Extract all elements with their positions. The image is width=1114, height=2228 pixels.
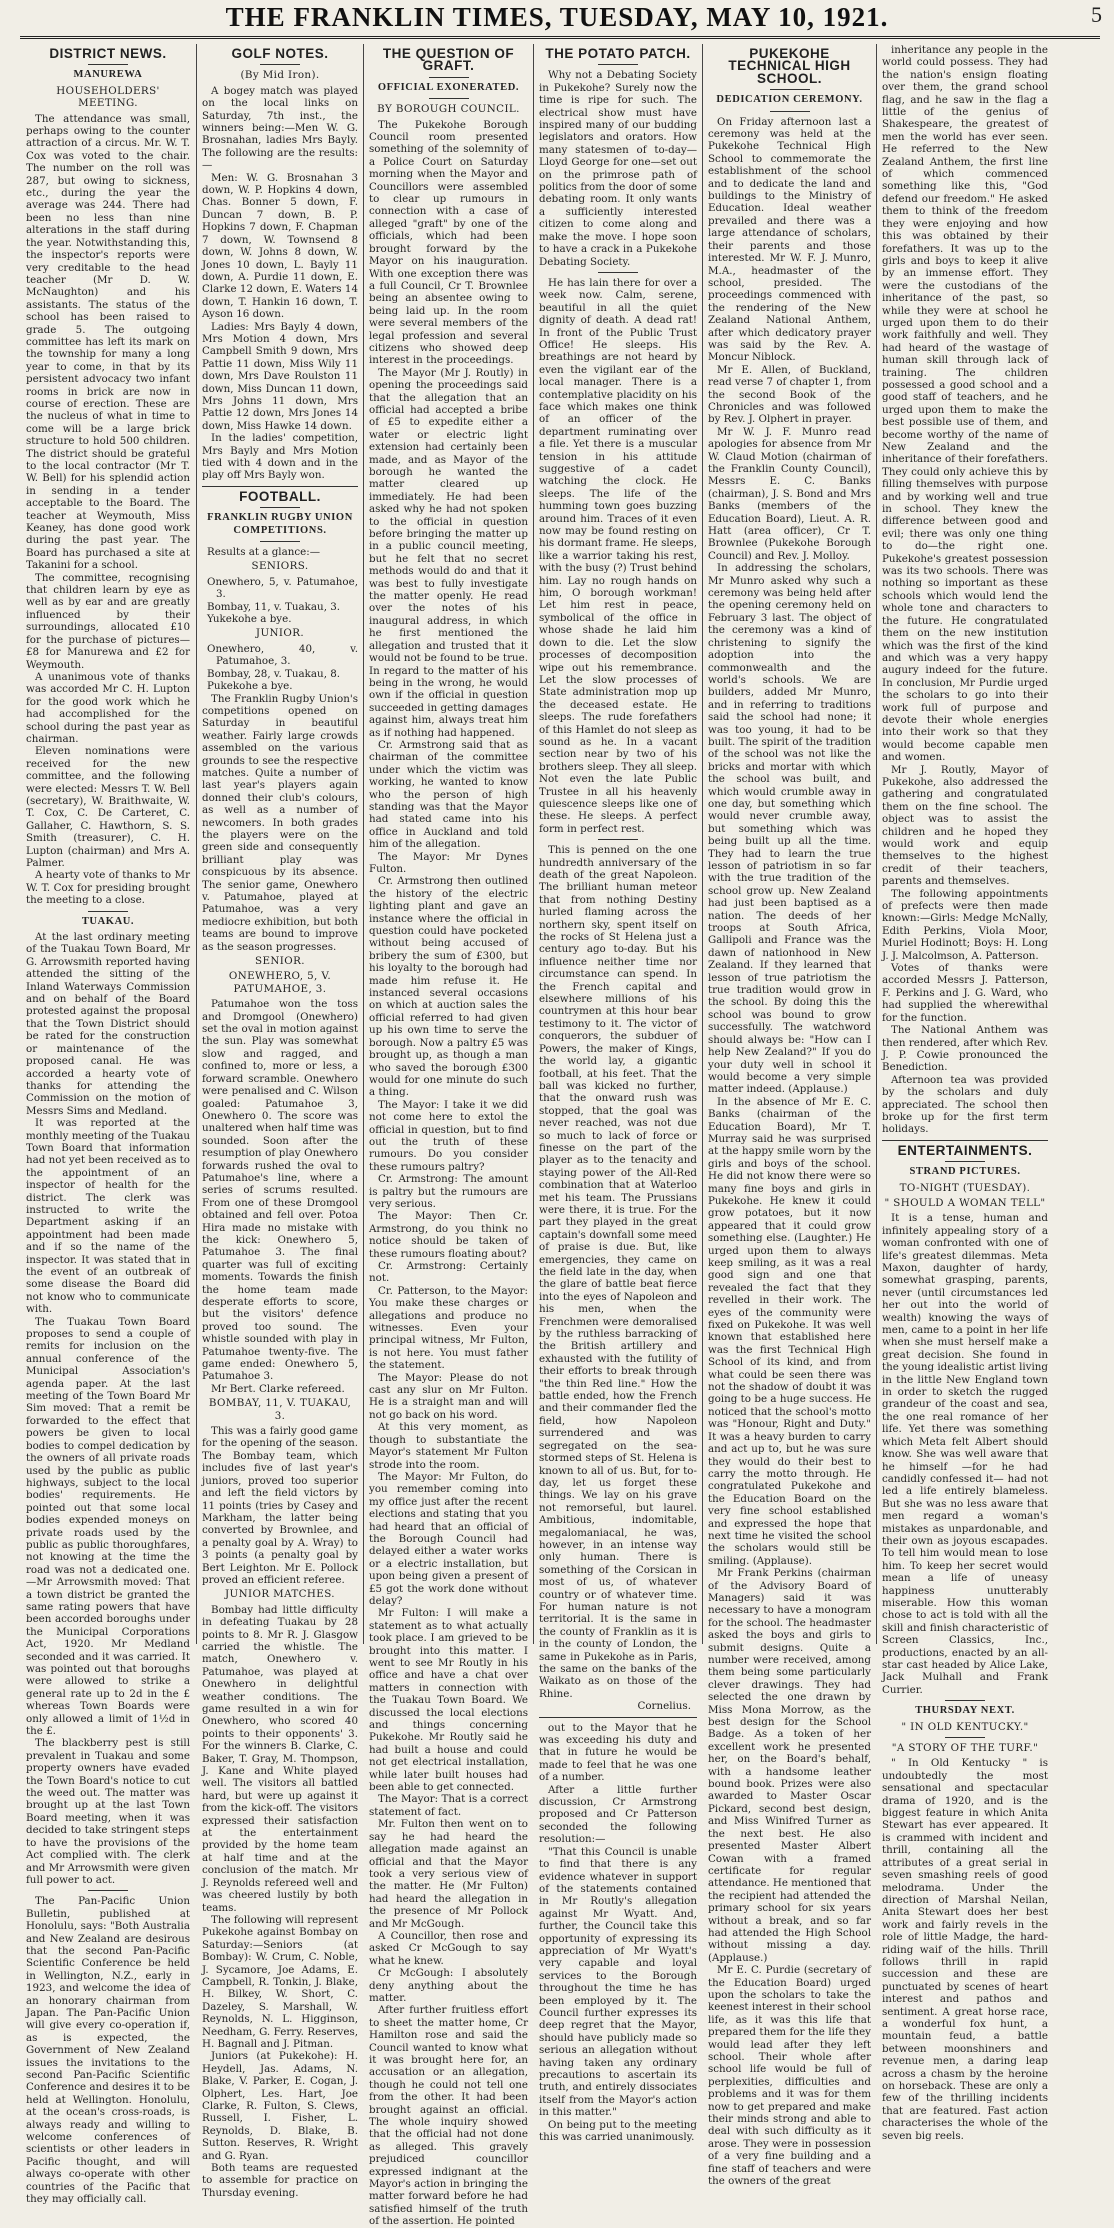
paragraph: Cr. Armstrong then outlined the history of the electric lighting plant and gave an instance where the official in question could have pocketed without being accused of bribery the sum of £300, but his loyalty to the borough had made him refuse it. He instanced several occasions on which at auction sales the official referred to had given up his own time to serve the borough. Now a paltry £5 was brought up, as though a man who saved the borough £300 would for one minute do such a thing. xyxy=(369,875,528,1099)
paragraph: Bombay had little difficulty in defeating Tuakau by 28 points to 8. Mr R. J. Glasgow carried the whistle. The match, Onewhero v. Patumahoe, was played at Onewhero in delightful weather conditions. The game resulted in a win for Onewhero, who scored 40 points to their opponents' 3. For the winners B. Clarke, C. Baker, T. Gray, M. Thompson, J. Kane and White played well. The visitors all battled hard, but were up against it from the kick-off. The visitors expressed their satisfaction at the entertainment provided by the home team at half time and at the conclusion of the match. Mr J. Reynolds refereed well and was cheered lustily by both teams. xyxy=(202,1603,358,1914)
section-heading: THE QUESTION OF GRAFT. xyxy=(382,46,515,74)
paragraph: The following will represent Pukekohe against Bombay on Saturday:—Seniors (at Bombay): W. Crum, C. Noble, J. Sycamore, Joe Adams, E. Campbell, R. Tonkin, J. Blake, H. Bilkey, W. Short, C. Dazeley, S. Marshall, W. Reynolds, N. L. Higginson, Needham, G. Ferry. Reserves, H. Bagnall and J. Pitman. xyxy=(202,1913,359,2050)
paragraph: He has lain there for over a week now. Calm, serene, beautiful in all the quiet dignity of death. A dead rat! In front of the Public Trust Office! He sleeps. His breathings are not heard by even the vigilant ear of the local manager. There is a contemplative placidity on his face which makes one think of an officer of the department ruminating over a file. Yet there is a muscular tension in his attitude suggestive of a cadet watching the clock. He sleeps. The life of the humming town goes buzzing around him. Traces of it even now may be found resting on his dormant frame. He sleeps, like a warrior taking his rest, with the busy (?) Trust behind him. Lay no rough hands on him, O borough workman! Let him rest in peace, symbolical of the office in whose shade he laid him down to die. Let the slow processes of decomposition wipe out his remembrance. Let the slow processes of State administration mop up the deceased estate. He sleeps. The rude forefathers of this Hamlet do not sleep as sound as he. In a vacant section near by two of his brothers sleep. They all sleep. Not even the late Public Trustee in all his heavenly quiescence sleeps like one of these. He sleeps. A perfect form in perfect rest. xyxy=(539,276,697,835)
grade-heading: SENIOR. xyxy=(255,955,305,968)
film-title: " SHOULD A WOMAN TELL" xyxy=(884,1196,1046,1209)
match-heading: ONEWHERO, 5, V. PATUMAHOE, 3. xyxy=(228,970,332,995)
paragraph: In the ladies' competition, Mrs Bayly and Mrs Motion tied with 4 down and in the play off Mrs Bayly won. xyxy=(202,432,358,482)
paragraph: It was reported at the monthly meeting of the Tuakau Town Board that information had not yet been received as to the appointment of an inspector of health for the district. The clerk was instructed to write the Department asking if an appointment had been made and if so the name of the inspector. It was stated that in the event of an outbreak of some disease the Board did not know who to communicate with. xyxy=(26,1117,190,1316)
column-rule xyxy=(196,44,197,1644)
signature: Cornelius. xyxy=(637,1700,691,1713)
paragraph: "That this Council is unable to find that there is any evidence whatever in support of the statements contained in Mr Routly's allegation against Mr Wyatt. And, further, the Council take this opportunity of expressing its appreciation of Mr Wyatt's very capable and loyal services to the Borough throughout the time he has been employed by it. The Council further expresses its deep regret that the Mayor, should have publicly made so serious an allegation without having taken any ordinary precautions to ascertain its truth, and entirely dissociates itself from the Mayor's action in this matter." xyxy=(539,1845,697,2119)
paragraph: Mr. Fulton then went on to say he had heard the allegation made against an official and that the Mayor took a very serious view of the matter. He (Mr Fulton) had heard the allegation in the presence of Mr Pollock and Mr McGough. xyxy=(369,1818,528,1930)
column-rule xyxy=(533,44,534,1644)
paragraph: On Friday afternoon last a ceremony was held at the Pukekohe Technical High School to commemorate the establishment of the school and to dedicate the land and buildings to the Ministry of Education. Ideal weather prevailed and there was a large attendance of scholars, their parents and those interested. Mr W. F. J. Munro, M.A., headmaster of the school, presided. The proceedings commenced with the rendering of the New Zealand National Anthem, after which dedicatory prayer was said by the Rev. A. Moncur Niblock. xyxy=(708,115,871,364)
paragraph: The Mayor: That is a correct statement of fact. xyxy=(369,1793,528,1818)
grade-heading: JUNIOR. xyxy=(255,627,305,640)
paragraph: Juniors (at Pukekohe): H. Heydell, Jas. Adams, N. Blake, V. Parker, E. Cogan, J. Olphert, Les. Hart, Joe Clarke, R. Fulton, S. Clews, Russell, I. Fisher, L. Reynolds, D. Blake, B. Sutton. Reserves, R. Wright and G. Ryan. xyxy=(202,2050,358,2162)
paragraph: In addressing the scholars, Mr Munro asked why such a ceremony was being held after the opening ceremony held on February 3 last. The object of the ceremony was a kind of christening to signify the adoption into the commonwealth and the world's schools. We are builders, added Mr Munro, and in referring to traditions said the school had none; it was too young, it had to be built. The spirit of the tradition of the school was not like the bricks and mortar with which the school was built, and which would crumble away in one day, but something which would never crumble away, but something which was being built up all the time. They had to learn the true lesson of patriotism in so far with the true tradition of the school grow up. New Zealand had just been baptised as a nation. The deeds of her troops at South Africa, Gallipoli and France was the dawn of nationhood in New Zealand. If they learned that lesson of true patriotism the true tradition would grow in the school. By doing this the school was bound to grow successfully. The watchword should always be: "How can I help New Zealand?" If you do your duty well in school it would become a very simple matter indeed. (Applause.) xyxy=(708,562,871,1096)
column-question-of-graft xyxy=(369,44,528,2228)
paragraph: The blackberry pest is still prevalent in Tuakau and some property owners have evaded the Town Board's notice to cut the weed out. The matter was brought up at the last Town Board meeting, when it was decided to take stringent steps to have the provisions of the Act complied with. The clerk and Mr Arrowsmith were given full power to act. xyxy=(26,1737,190,1886)
paragraph: The Tuakau Town Board proposes to send a couple of remits for inclusion on the annual conference of the Municipal Association's agenda paper. At the last meeting of the Town Board Mr Sim moved: That a remit be forwarded to the effect that powers be given to local bodies to compel dedication by the owners of all private roads used by the public as public highways, subject to the local bodies' requirements. He pointed out that some local bodies expended moneys on private roads used by the public as public thoroughfares, not knowing at the time the road was not a dedicated one.—Mr Arrowsmith moved: That a town district be granted the same rating powers that have been accorded boroughs under the Municipal Corporations Act, 1920. Mr Medland seconded and it was carried. It was pointed out that boroughs were allowed to strike a general rate up to 2d in the £ whereas Town Boards were only allowed a limit of 1½d in the £. xyxy=(26,1315,190,1738)
paragraph: This was a fairly good game for the opening of the season. The Bombay team, which includes five of last year's juniors, proved too superior and left the field victors by 11 points (tries by Casey and Markham, the latter being converted by Brownlee, and a penalty goal by A. Wray) to 3 points (a penalty goal by Bert Leighton. Mr E. Pollock proved an efficient referee. xyxy=(202,1425,358,1586)
newspaper-title: THE FRANKLIN TIMES, TUESDAY, MAY 10, 1921. xyxy=(225,2,889,32)
paragraph: The committee, recognising that children learn by eye as well as by ear and are greatly influenced by their surroundings, allocated £10 for the purchase of pictures—£8 for Manurewa and £2 for Weymouth. xyxy=(26,571,190,671)
paragraph: Afternoon tea was provided by the scholars and duly appreciated. The school then broke up for the first term holidays. xyxy=(882,1073,1048,1136)
paragraph: On being put to the meeting this was carried unanimously. xyxy=(539,2118,697,2144)
sub-heading: DEDICATION CEREMONY. xyxy=(716,94,863,106)
sub-heading: HOUSEHOLDERS' MEETING. xyxy=(56,84,160,110)
paragraph: Men: W. G. Brosnahan 3 down, W. P. Hopkins 4 down, Chas. Bonner 5 down, F. Duncan 7 down, B. P. Hopkins 7 down, F. Chapman 7 down, W. Townsend 8 down, W. Johns 8 down, W. Jones 10 down, L. Bayly 11 down, A. Purdie 11 down, E. Clarke 12 down, E. Waters 14 down, T. Hankin 16 down, T. Ayson 16 down. xyxy=(202,171,358,321)
paragraph: Patumahoe won the toss and Dromgool (Onewhero) set the oval in motion against the sun. Play was somewhat slow and ragged, and confined to, more or less, a forward scramble. Onewhero were penalised and C. Wilson goaled: Patumahoe 3, Onewhero 0. The score was unaltered when half time was sounded. Soon after the resumption of play Onewhero forwards rushed the oval to Patumahoe's line, where a series of scrums resulted. From one of these Dromgool obtained and fell over. Potoa Hira made no mistake with the kick: Onewhero 5, Patumahoe 3. The final quarter was full of exciting moments. Towards the finish the home team made desperate efforts to score, but the visitors' defence proved too sound. The whistle sounded with play in Patumahoe twenty-five. The game ended: Onewhero 5, Patumahoe 3. xyxy=(202,998,358,1383)
paragraph: The Mayor: Then Cr. Armstrong, do you think no notice should be taken of these rumours floating about? xyxy=(369,1210,528,1260)
place-heading: TUAKAU. xyxy=(81,915,135,927)
paragraph: A hearty vote of thanks to Mr W. T. Cox for presiding brought the meeting to a close. xyxy=(26,869,190,907)
paragraph: The National Anthem was then rendered, after which Rev. J. P. Cowie pronounced the Benediction. xyxy=(882,1024,1048,1074)
paragraph: Both teams are requested to assemble for practice on Thursday evening. xyxy=(202,2162,358,2199)
divider xyxy=(598,64,638,65)
paragraph: Mr Frank Perkins (chairman of the Advisory Board of Managers) said it was necessary to have a monogram for the school. The headmaster asked the boys and girls to submit designs. Quite a number were received, among them being some particularly clever drawings. They had selected the one drawn by Miss Mona Morrow, as the best design for the School Badge. As a token of her excellent work he presented her, on the Board's behalf, with a handsome leather bound book. Prizes were also awarded to Master Oscar Pickard, second best design, and Miss Winifred Turner as the next best. He also presented Master Albert Cowan with a framed certificate for regular attendance. He mentioned that the recipient had attended the primary school for six years without a break, and so far had attended the High School without missing a day. (Applause.) xyxy=(708,1567,872,1964)
sub-heading: THURSDAY NEXT. xyxy=(915,1705,1015,1717)
column-golf-football xyxy=(202,44,359,2199)
divider xyxy=(945,1737,985,1738)
sub-heading: TO-NIGHT (TUESDAY). xyxy=(899,1181,1031,1194)
divider xyxy=(88,64,128,65)
divider xyxy=(770,111,810,112)
film-title: " IN OLD KENTUCKY." xyxy=(901,1720,1029,1733)
divider xyxy=(539,1717,697,1718)
divider xyxy=(260,541,300,542)
paragraph: Mr Fulton: I will make a statement as to what actually took place. I am grieved to be brought into this matter. I went to see Mr Routly in his office and have a chat over matters in connection with the Tuakau Town Board. We discussed the local elections and things concerning Pukekohe. Mr Routly said he had built a house and could not get electrical installation, while later built houses had been able to get connected. xyxy=(369,1607,528,1794)
film-subtitle: "A STORY OF THE TURF." xyxy=(891,1742,1039,1755)
masthead xyxy=(0,0,1114,36)
paragraph: The Mayor: Mr Dynes Fulton. xyxy=(369,850,528,875)
paragraph: After further fruitless effort to sheet the matter home, Cr Hamilton rose and said the Council wanted to know what it was brought here for, an accusation or an allegation, though he could not tell one from the other. It had been brought against an official. The whole inquiry showed that the official had not done as alleged. This gravely prejudiced councillor expressed indignant at the Mayor's action in bringing the matter forward before he had satisfied himself of the truth of the assertion. He pointed xyxy=(369,2004,528,2228)
paragraph: In the absence of Mr E. C. Banks (chairman of the Education Board), Mr T. Murray said he was surprised at the happy smile worn by the girls and boys of the school. He did not know there were so many fine boys and girls in Pukekohe. He knew it could grow potatoes, but it now appeared that it could grow something else. (Laughter.) He urged upon them to always keep smiling, as it was a real good sign and one that revealed the fact that they revelled in their work. The eyes of the community were fixed on Pukekohe. It was well known that established here was the first Technical High School of its kind, and from what could be seen there was not the shadow of doubt it was going to be a huge success. He noticed that the school's motto was "Honour, Right and Duty." It was a heavy burden to carry and act up to, but he was sure they would do their best to carry the motto through. He congratulated Pukekohe and the Education Board on the very fine school established and expressed the hope that next time he visited the school the scholars would still be smiling. (Applause). xyxy=(708,1095,871,1567)
paragraph: A Councillor, then rose and asked Cr McGough to say what he knew. xyxy=(369,1929,528,1967)
paragraph: At this very moment, as though to substantiate the Mayor's statement Mr Fulton strode into the room. xyxy=(369,1421,528,1471)
paragraph: It is a tense, human and infinitely appealing story of a woman confronted with one of life's greatest dilemmas. Meta Maxon, daughter of hardy, somewhat grasping, parents, never (until circumstances led her out into the world of wealth) knowing the ways of men, came to a point in her life when she must herself make a great decision. She found in the young idealistic artist living in the little New England town in order to sketch the rugged grandeur of the coast and sea, the one real romance of her life. Yet there was something which Meta felt Albert should know. She was well aware that he himself —for he had candidly confessed it— had not led a life entirely blameless. But she was no less aware that men regard a woman's mistakes as unpardonable, and their own as joyous escapades. To tell him would mean to lose him. To keep her secret would mean a life of uneasy happiness unutterably miserable. How this woman chose to act is told with all the skill and finish characteristic of Screen Classics, Inc., productions, enacted by an all-star cast headed by Alice Lake, Jack Mulhall and Frank Currier. xyxy=(882,1212,1048,1696)
column-entertainments xyxy=(882,44,1048,2142)
section-heading: GOLF NOTES. xyxy=(231,46,329,61)
divider xyxy=(598,839,638,840)
section-heading: PUKEKOHE TECHNICAL HIGH SCHOOL. xyxy=(728,46,851,86)
result-line: Bombay, 11, v. Tuakau, 3. xyxy=(207,600,341,613)
section-heading: ENTERTAINMENTS. xyxy=(897,1142,1033,1158)
paragraph: The Mayor: Mr Fulton, do you remember coming into my office just after the recent elections and stating that you had heard that an official of the Borough Council had delayed either a water works or a electric installation, but upon being given a present of £5 got the work done without delay? xyxy=(369,1470,528,1607)
paragraph: " In Old Kentucky " is undoubtedly the most sensational and spectacular drama of 1920, and is the biggest feature in which Anita Stewart has ever appeared. It is crammed with incident and thrill, containing all the attributes of a great serial in seven smashing reels of good melodrama. Under the direction of Marshal Neilan, Anita Stewart does her best work and fairly revels in the role of little Madge, the hard-riding waif of the hills. Thrill follows thrill in rapid succession and these are punctuated by scenes of heart interest and pathos and sentiment. A great horse race, a wonderful fox hunt, a mountain feud, a battle between moonshiners and revenue men, a daring leap across a chasm by the heroine on horseback. These are only a few of the thrilling incidents that are featured. Fast action characterises the whole of the seven big reels. xyxy=(882,1757,1048,2142)
section-heading: FOOTBALL. xyxy=(239,488,321,504)
divider xyxy=(429,98,469,99)
paragraph: Mr W. J. F. Munro read apologies for absence from Mr W. Claud Motion (chairman of the Franklin County Council), Messrs E. C. Banks (chairman), J. S. Bond and Mrs Banks (members of the Education Board), Lieut. A. R. Hatt (area officer), Cr T. Brownlee (Pukekohe Borough Council) and Rev. J. Molloy. xyxy=(708,425,871,562)
paragraph: Results at a glance:— xyxy=(207,546,320,559)
column-potato-patch xyxy=(539,44,697,2144)
sub-heading: OFFICIAL EXONERATED. xyxy=(377,81,520,93)
page-number: 5 xyxy=(1091,2,1102,27)
section-heading: DISTRICT NEWS. xyxy=(49,46,167,61)
paragraph: After a little further discussion, Cr Armstrong proposed and Cr Patterson seconded the following resolution:— xyxy=(539,1783,697,1846)
paragraph: Cr. Patterson, to the Mayor: You make these charges or allegations and produce no witnesses. Even your principal witness, Mr Fulton, is not here. You must father the statement. xyxy=(369,1284,528,1372)
paragraph: Mr J. Routly, Mayor of Pukekohe, also addressed the gathering and congratulated them on the fine school. The object was to assist the children and he hoped they would work and equip themselves to the highest credit of their teachers, parents and themselves. xyxy=(882,763,1048,888)
divider xyxy=(88,911,128,912)
divider xyxy=(945,1161,985,1162)
paragraph: The following appointments of prefects were then made known:—Girls: Medge McNally, Edith Perkins, Viola Moor, Muriel Hodinott; Boys: H. Long J. J. Malcolmson, A. Patterson. xyxy=(882,887,1048,962)
paragraph: The Pan-Pacific Union Bulletin, published at Honolulu, says: "Both Australia and New Zealand are desirous that the second Pan-Pacific Scientific Conference be held in Wellington, N.Z., early in 1923, and welcome the idea of an honorary chairman from Japan. The Pan-Pacific Union will give every co-operation if, as is expected, the Government of New Zealand issues the invitations to the second Pan-Pacific Scientific Conference and desires it to be held at Wellington. Honolulu, at the ocean's cross-roads, is always ready and willing to welcome conferences of scientists or other leaders in Pacific thought, and will always co-operate with other countries of the Pacific that they may officially call. xyxy=(26,1895,190,2206)
result-line: Onewhero, 5, v. Patumahoe, 3. xyxy=(207,575,358,601)
sub-heading: FRANKLIN RUGBY UNION COMPETITIONS. xyxy=(207,512,353,536)
divider xyxy=(770,89,810,90)
masthead-rule xyxy=(20,36,1100,39)
byline: (By Mid Iron). xyxy=(240,69,320,82)
paragraph: Cr. Armstrong: Certainly not. xyxy=(369,1260,528,1285)
column-district-news xyxy=(26,44,190,2206)
paragraph: Eleven nominations were received for the new committee, and the following were elected: Messrs T. W. Bell (secretary), W. Braithwaite, W. T. Cox, C. De Carteret, C. Gallaher, C. Hawthorn, S. S. Smith (treasurer), C. H. Lupton (chairman) and Mrs A. Palmer. xyxy=(26,745,190,869)
place-heading: MANUREWA xyxy=(73,69,143,81)
section-heading: THE POTATO PATCH. xyxy=(545,46,691,61)
paragraph: Mr E. C. Purdie (secretary of the Education Board) urged upon the scholars to take the keenest interest in their school life, as it was this life that prepared them for the life they would lead after they left school. Their whole after school life would be full of perplexities, difficulties and problems and it was for them now to get prepared and make their minds strong and able to deal with such difficulty as it arose. They were in possession of a very fine building and a fine staff of teachers and were the owners of the great xyxy=(708,1964,871,2188)
paragraph: The Mayor: Please do not cast any slur on Mr Fulton. He is a straight man and will not go back on his word. xyxy=(369,1371,528,1421)
sub-heading: STRAND PICTURES. xyxy=(909,1166,1021,1178)
divider xyxy=(945,1700,985,1701)
paragraph: This is penned on the one hundredth anniversary of the death of the great Napoleon. The brilliant human meteor that from nothing Destiny hurled flaming across the northern sky, spent itself on the rocks of St Helena just a century ago to-day. But his influence neither time nor circumstance can spend. In the French capital and elsewhere millions of his countrymen at this hour bear testimony to it. The victor of conquerors, the subduer of Powers, the maker of Kings, the world lay, a gigantic football, at his feet. That the ball was kicked no further, that the onward rush was stopped, that the goal was never reached, was not due so much to lack of force or finesse on the part of the player as to the tenacity and staying power of the All-Red combination that at Waterloo met his team. The Prussians were there, it is true. For the part they played in the great captain's downfall some meed of praise is due. But, like emergencies, they came on the field late in the day, when the glare of battle beat fierce into the eyes of Napoleon and his men, when the Frenchmen were demoralised by the ruthless barracking of the British artillery and exhausted with the futility of their efforts to break through "the thin Red line." How the battle ended, how the French and their commander fled the field, how Napoleon surrendered and was segregated on the sea-stormed steps of St. Helena is known to all of us. But, for to-day, let us forget these things. We lay on his grave not remorseful, but laurel. Ambitious, indomitable, megalomaniacal, he was, however, in an intense way only human. There is something of the Corsican in most of us, of whatever country or of whatever time. For human nature is not territorial. It is the same in the county of Franklin as it is in the county of London, the same in Pukekohe as in Paris, the same on the banks of the Waikato as on those of the Rhine. xyxy=(539,844,697,1700)
divider xyxy=(260,507,300,508)
match-heading: JUNIOR MATCHES. xyxy=(225,1588,335,1601)
result-line: Onewhero, 40, v. Patumahoe, 3. xyxy=(207,642,358,668)
divider xyxy=(88,1890,128,1891)
divider xyxy=(429,77,469,78)
match-heading: BOMBAY, 11, V. TUAKAU, 3. xyxy=(208,1397,352,1422)
divider xyxy=(202,486,358,487)
paragraph: A unanimous vote of thanks was accorded Mr C. H. Lupton for the good work which he had accomplished for the school during the past year as chairman. xyxy=(26,670,190,745)
paragraph: Cr. Armstrong: The amount is paltry but the rumours are very serious. xyxy=(369,1173,528,1210)
paragraph: The Mayor: I take it we did not come here to extol the official in question, but to find out the truth of these rumours. Do you consider these rumours paltry? xyxy=(369,1098,528,1173)
result-line: Pukekohe a bye. xyxy=(207,680,293,693)
column-rule xyxy=(702,44,703,1644)
paragraph: Why not a Debating Society in Pukekohe? Surely now the time is ripe for such. The electrical show must have inspired many of our budding legislators and orators. How many statesmen of to-day—Lloyd George for one—set out on the primrose path of politics from the door of some debating room. It only wants a sufficiently interested citizen to come along and make the move. I hope soon to have a crack in a Pukekohe Debating Society. xyxy=(539,69,697,268)
column-rule xyxy=(363,44,364,1644)
paragraph: Cr McGough: I absolutely deny anything about the matter. xyxy=(369,1967,528,2004)
paragraph: inheritance any people in the world could possess. They had the nation's ensign floating over them, the grand school flag, and he saw in the flag a little of the genius of Shakespeare, the greatest of men the world has ever seen. He referred to the New Zealand Anthem, the first line of which commenced something like this, "God defend our freedom." He asked them to think of the freedom they were enjoying and how this was obtained by their forefathers. It was up to the girls and boys to keep it alive by an immense effort. They were the custodians of the inheritance of the past, so while they were at school he urged upon them to do their work faithfully and well. They had heard of the wastage of human skill through lack of training. The children possessed a good school and a good staff of teachers, and he urged upon them to make the best possible use of them, and become worthy of the name of New Zealand and the inheritance of their forefathers. They could only achieve this by filling themselves with purpose and by working well and true in school. They knew the difference between good and evil; there was only one thing to do—the right one. Pukekohe's greatest possession was its two schools. There was nothing so important as these schools which would lend the whole tone and characters to the future. He congratulated them on the new institution which was the first of the kind and which was a very happy augury indeed for the future. In conclusion, Mr Purdie urged the scholars to go into their work full of purpose and devote their whole energies into their work so that they would become capable men and women. xyxy=(882,44,1048,764)
result-line: Yukekohe a bye. xyxy=(207,613,292,626)
paragraph: The attendance was small, perhaps owing to the counter attraction of a circus. Mr. W. T. Cox was voted to the chair. The number on the roll was 287, but owing to sickness, etc., during the year the average was 244. There had been no less than nine alterations in the staff during the year. Notwithstanding this, the inspector's reports were very creditable to the head teacher (Mr D. W. McNaughton) and his assistants. The status of the school has been raised to grade 5. The outgoing committee has left its mark on the township for many a long year to come, in that by its persistent advocacy two infant rooms in brick are now in course of erection. These are the nucleus of what in time to come will be a large brick structure to hold 500 children. The district should be grateful to the local contractor (Mr T. W. Bell) for his splendid action in sending in a tender acceptable to the Board. The teacher at Weymouth, Miss Keaney, has done good work during the past year. The Board has purchased a site at Takanini for a school. xyxy=(26,112,190,572)
paragraph: Ladies: Mrs Bayly 4 down, Mrs Motion 4 down, Mrs Campbell Smith 9 down, Mrs Pattie 11 down, Miss Wily 11 down, Mrs Dave Roulston 11 down, Miss Duncan 11 down, Mrs Johns 11 down, Mrs Pattie 12 down, Mrs Jones 14 down, Miss Hawke 14 down. xyxy=(202,320,358,432)
divider xyxy=(260,64,300,65)
column-technical-high-school xyxy=(708,44,872,2188)
column-rule xyxy=(876,44,877,1644)
paragraph: Votes of thanks were accorded Messrs J. Patterson, F. Perkins and J. G. Ward, who had supplied the wherewithal for the function. xyxy=(882,962,1048,1024)
paragraph: The Franklin Rugby Union's competitions opened on Saturday in beautiful weather. Fairly large crowds assembled on the various grounds to see the respective matches. Quite a number of last year's players again donned their club's colours, as well as a number of newcomers. In both grades the players were on the green side and consequently brilliant play was conspicuous by its absence. The senior game, Onewhero v. Patumahoe, played at Patumahoe, was a very mediocre exhibition, but both teams are bound to improve as the season progresses. xyxy=(202,692,358,953)
paragraph: The Mayor (Mr J. Routly) in opening the proceedings said that the allegation that an official had accepted a bribe of £5 to expedite either a water or electric light extension had certainly been made, and as Mayor of the borough he wanted the matter cleared up immediately. He had been asked why he had not spoken to the official in question before bringing the matter up in a public council meeting, but he felt that no secret methods would do and that it was best to fully investigate the matter openly. He read over the notes of his inaugural address, in which he first mentioned the allegation and trusted that it would not be found to be true. In regard to the matter of his being in the wrong, he would own if the official in question succeeded in getting damages against him, always treat him as if nothing had happened. xyxy=(369,366,528,739)
paragraph: Mr E. Allen, of Buckland, read verse 7 of chapter 1, from the second Book of the Chronicles and was followed by Rev. J. Olphert in prayer. xyxy=(708,363,871,426)
paragraph: A bogey match was played on the local links on Saturday, 7th inst., the winners being:—Men W. G. Brosnahan, ladies Mrs Bayly. The following are the results:— xyxy=(202,84,358,172)
divider xyxy=(598,272,638,273)
paragraph: At the last ordinary meeting of the Tuakau Town Board, Mr G. Arrowsmith reported having attended the sitting of the Inland Waterways Commission and on behalf of the Board protested against the proposal that the Town District should be rated for the construction or maintenance of the proposed canal. He was accorded a hearty vote of thanks for attending the Commission on the motion of Messrs Sims and Medland. xyxy=(26,931,190,1117)
paragraph: Cr. Armstrong said that as chairman of the committee under which the victim was working, he wanted to know who the person of high standing was that the Mayor had stated came into his office in Auckland and told him of the allegation. xyxy=(369,738,528,851)
sub-heading: BY BOROUGH COUNCIL. xyxy=(377,103,520,116)
divider xyxy=(882,1140,1048,1141)
result-line: Bombay, 28, v. Tuakau, 8. xyxy=(207,667,341,680)
grade-heading: SENIORS. xyxy=(251,560,309,573)
paragraph: The Pukekohe Borough Council room presented something of the solemnity of a Police Court on Saturday morning when the Mayor and Councillors were assembled to clear up rumours in connection with a case of alleged "graft" by one of the officials, which had been brought forward by the Mayor on his inauguration. With one exception there was a full Council, Cr T. Brownlee being an absentee owing to being laid up. In the room were several members of the legal profession and several citizens who showed deep interest in the proceedings. xyxy=(369,118,528,367)
paragraph: out to the Mayor that he was exceeding his duty and that in future he would be made to feel that he was one of a number. xyxy=(539,1721,697,1784)
paragraph: Mr Bert. Clarke refereed. xyxy=(211,1382,345,1395)
